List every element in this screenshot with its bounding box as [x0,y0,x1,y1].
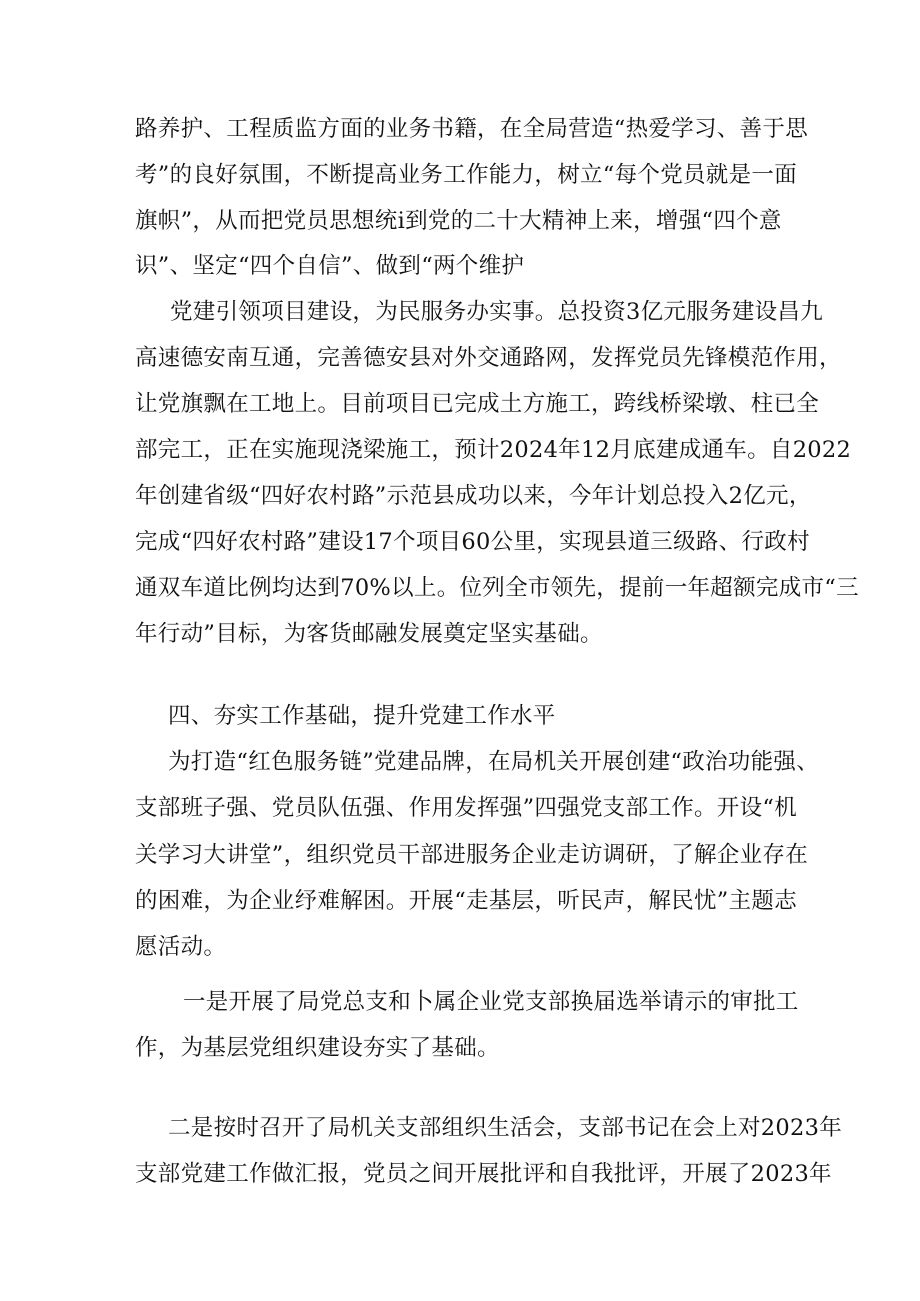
paragraph-1-line-1: 路养护、工程质监方面的业务书籍，在全局营造“热爱学习、善于思 [135,116,809,142]
paragraph-2-line-7: 通双车道比例均达到70%以上。位列全市领先，提前一年超额完成市“三 [135,575,859,601]
paragraph-2-line-3: 让党旗飘在工地上。目前项目已完成土方施工，跨线桥梁墩、柱已全 [135,391,820,417]
paragraph-6-line-2: 支部党建工作做汇报，党员之间开展批评和自我批评，开展了2023年 [135,1161,832,1187]
paragraph-5-line-1: 一是开展了局党总支和卜属企业党支部换届选举请示的审批工 [183,989,799,1015]
paragraph-4-line-1: 为打造“红色服务链”党建品牌，在局机关开展创建“政治功能强、 [168,749,820,775]
paragraph-2-line-2: 高速德安南互通，完善德安县对外交通路网，发挥党员先锋模范作用， [135,345,842,371]
section-heading: 四、夯实工作基础，提升党建工作水平 [168,703,556,729]
paragraph-4-line-2: 支部班子强、党员队伍强、作用发挥强”四强党支部工作。开设“机 [135,795,798,821]
paragraph-1-line-3: 旗帜”，从而把党员思想统i到党的二十大精神上来，增强“四个意 [135,208,782,234]
paragraph-2-line-6: 完成“四好农村路”建设17个项目60公里，实现县道三级路、行政村 [135,529,810,555]
paragraph-2-line-1: 党建引领项目建设，为民服务办实事。总投资3亿元服务建设昌九 [170,299,824,325]
paragraph-2-line-5: 年创建省级“四好农村路”示范县成功以来，今年计划总投入2亿元， [135,483,812,509]
paragraph-2-line-8: 年行动”目标，为客货邮融发展奠定坚实基础。 [135,621,603,647]
paragraph-4-line-5: 愿活动。 [135,934,227,960]
paragraph-6-line-1: 二是按时召开了局机关支部组织生活会，支部书记在会上对2023年 [168,1115,843,1141]
paragraph-4-line-3: 关学习大讲堂”，组织党员干部进服务企业走访调研，了解企业存在 [135,842,809,868]
paragraph-2-line-4: 部完工，正在实施现浇梁施工，预计2024年12月底建成通车。自2022 [135,437,852,463]
paragraph-4-line-4: 的困难，为企业纾难解困。开展“走基层，听民声，解民忧”主题志 [135,888,798,914]
paragraph-5-line-2: 作，为基层党组织建设夯实了基础。 [135,1035,500,1061]
paragraph-1-line-4: 识”、坚定“四个自信”、做到“两个维护 [135,253,525,279]
paragraph-1-line-2: 考”的良好氛围，不断提高业务工作能力，树立“每个党员就是一面 [135,162,798,188]
